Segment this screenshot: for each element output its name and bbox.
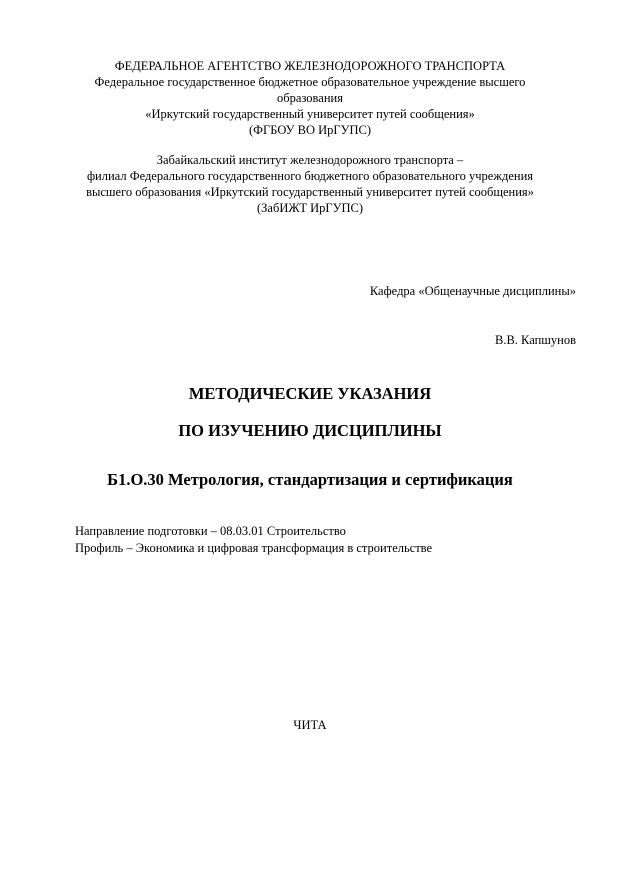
branch-line-university: высшего образования «Иркутский государственный университет путей сообщения»: [86, 185, 534, 199]
organization-header: [40, 58, 580, 138]
header-line-agency: ФЕДЕРАЛЬНОЕ АГЕНТСТВО ЖЕЛЕЗНОДОРОЖНОГО ТРАНСПОРТА: [114, 59, 506, 73]
discipline-title: Б1.О.30 Метрология, стандартизация и сертификация: [107, 470, 513, 489]
department-name: Кафедра «Общенаучные дисциплины»: [369, 284, 576, 298]
city-name: ЧИТА: [293, 718, 327, 732]
program-direction: Направление подготовки – 08.03.01 Строительство: [75, 524, 346, 538]
document-title-line1: МЕТОДИЧЕСКИЕ УКАЗАНИЯ: [188, 384, 432, 403]
header-line-abbreviation: (ФГБОУ ВО ИрГУПС): [248, 123, 372, 137]
document-title-line2: ПО ИЗУЧЕНИЮ ДИСЦИПЛИНЫ: [178, 421, 442, 440]
branch-line-abbreviation: (ЗабИЖТ ИрГУПС): [257, 201, 363, 215]
header-line-institution-type: Федеральное государственное бюджетное образовательное учреждение высшего: [94, 75, 526, 89]
program-profile: Профиль – Экономика и цифровая трансформация в строительстве: [75, 541, 433, 555]
header-line-education: образования: [277, 91, 343, 105]
header-line-university: «Иркутский государственный университет путей сообщения»: [145, 107, 475, 121]
branch-line-affiliation: филиал Федерального государственного бюджетного образовательного учреждения: [86, 169, 534, 183]
branch-line-institute: Забайкальский институт железнодорожного транспорта –: [156, 153, 464, 167]
branch-header: [40, 152, 580, 216]
author-name: В.В. Капшунов: [494, 333, 576, 347]
